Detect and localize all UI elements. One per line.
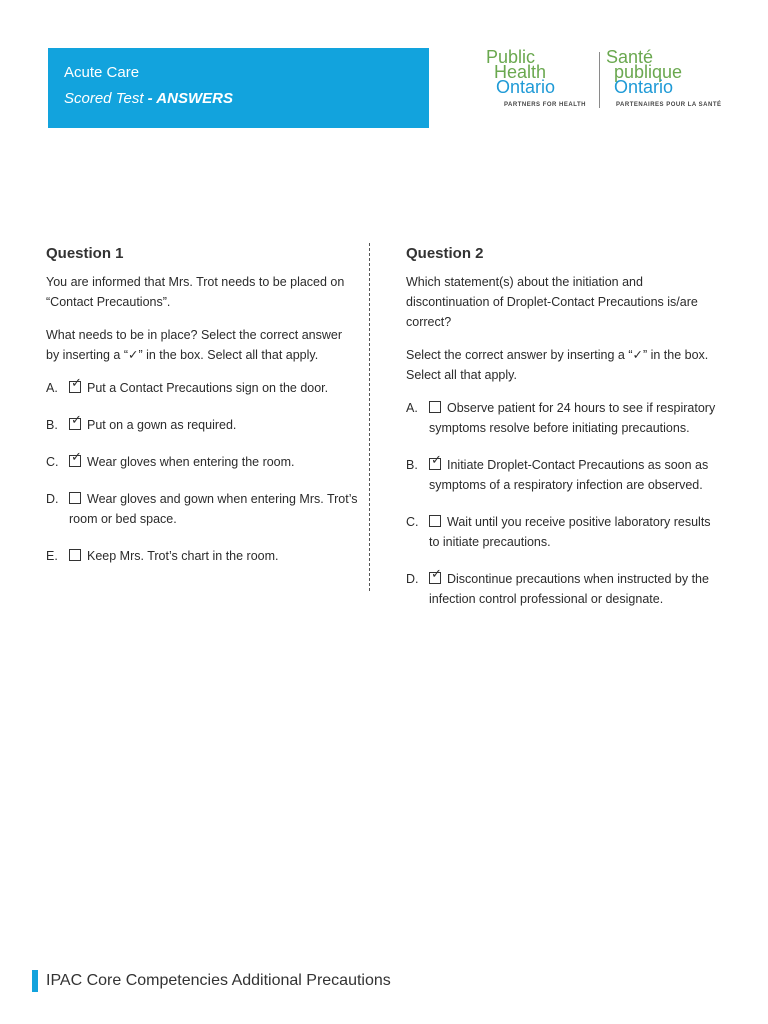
logo-en-public: Public (486, 47, 536, 67)
option-text: Observe patient for 24 hours to see if respiratory symptoms resolve before initiating precautions. (429, 401, 716, 435)
logo-fr-tagline: PARTENAIRES POUR LA SANTÉ (616, 102, 722, 108)
option-body (429, 452, 718, 495)
checked-box-icon[interactable] (429, 566, 442, 584)
banner-answers-label: - ANSWERS (147, 90, 233, 107)
option-letter: B. (46, 418, 58, 432)
checkmark-icon: ✓ (71, 375, 82, 390)
logo-en-health: Health (494, 62, 547, 82)
option-text: Wear gloves and gown when entering Mrs. Trot’s room or bed space. (69, 492, 358, 526)
answer-option (46, 489, 358, 529)
checkmark-icon: ✓ (431, 566, 442, 581)
checkmark-icon: ✓ (431, 452, 442, 467)
checked-box-icon[interactable] (69, 412, 82, 430)
answer-option (46, 449, 358, 472)
question-title: Question 2 (406, 245, 484, 262)
checked-box-icon[interactable] (69, 375, 82, 393)
answer-option (406, 452, 718, 495)
title-banner (48, 48, 429, 128)
checkmark-icon: ✓ (71, 412, 82, 427)
option-letter: D. (406, 572, 419, 586)
option-letter: C. (46, 455, 59, 469)
option-text: Initiate Droplet-Contact Precautions as soon as symptoms of a respiratory infection are observed. (429, 458, 709, 492)
question-paragraph: Which statement(s) about the initiation and discontinuation of Droplet-Contact Precautions is/are correct? (406, 275, 698, 329)
option-letter: D. (46, 492, 59, 506)
option-text: Keep Mrs. Trot’s chart in the room. (87, 549, 279, 563)
column-divider (369, 243, 370, 591)
checkmark-icon: ✓ (71, 449, 82, 464)
option-body (429, 566, 718, 609)
option-text: Wait until you receive positive laboratory results to initiate precautions. (429, 515, 711, 549)
question-title: Question 1 (46, 245, 124, 262)
logo-fr-ontario: Ontario (614, 77, 674, 97)
logo-fr-publique: publique (614, 62, 683, 82)
question-1-options (46, 375, 358, 566)
logo-en-ontario: Ontario (496, 77, 556, 97)
logo-en-tagline: PARTNERS FOR HEALTH (504, 102, 586, 108)
public-health-ontario-logo (486, 47, 726, 112)
banner-title: Acute Care (64, 64, 140, 81)
unchecked-box-icon[interactable] (429, 401, 441, 413)
option-text: Discontinue precautions when instructed by the infection control professional or designate. (429, 572, 709, 606)
option-body (69, 375, 358, 398)
option-body (429, 512, 718, 552)
checked-box-icon[interactable] (69, 449, 82, 467)
option-letter: E. (46, 549, 58, 563)
question-paragraph: You are informed that Mrs. Trot needs to be placed on “Contact Precautions”. (46, 275, 345, 309)
answer-option (406, 512, 718, 552)
option-body (69, 489, 358, 529)
option-text: Put a Contact Precautions sign on the door. (87, 381, 329, 395)
question-1 (46, 244, 358, 583)
option-letter: A. (46, 381, 58, 395)
banner-subtitle-text: Scored Test (64, 90, 148, 107)
option-body (69, 449, 358, 472)
unchecked-box-icon[interactable] (429, 515, 441, 527)
question-paragraph: Select the correct answer by inserting a “✓” in the box. Select all that apply. (406, 348, 709, 382)
question-paragraph: What needs to be in place? Select the correct answer by inserting a “✓” in the box. Select all that apply. (46, 328, 342, 362)
question-2 (406, 244, 718, 626)
checked-box-icon[interactable] (429, 452, 442, 470)
answer-option (406, 566, 718, 609)
question-2-options (406, 398, 718, 609)
unchecked-box-icon[interactable] (69, 549, 81, 561)
option-body (69, 546, 358, 566)
answer-option (406, 398, 718, 438)
option-letter: B. (406, 458, 418, 472)
option-letter: A. (406, 401, 418, 415)
option-letter: C. (406, 515, 419, 529)
answer-option (46, 546, 358, 566)
answer-option (46, 412, 358, 435)
option-body (429, 398, 718, 438)
unchecked-box-icon[interactable] (69, 492, 81, 504)
option-text: Put on a gown as required. (87, 418, 237, 432)
logo-fr-sante: Santé (606, 47, 654, 67)
banner-subtitle (64, 88, 429, 110)
page-footer: IPAC Core Competencies Additional Precautions (32, 970, 391, 992)
logo-french (606, 47, 726, 108)
logo-english (486, 47, 596, 108)
option-body (69, 412, 358, 435)
answer-option (46, 375, 358, 398)
logo-divider (599, 52, 600, 108)
option-text: Wear gloves when entering the room. (87, 455, 295, 469)
